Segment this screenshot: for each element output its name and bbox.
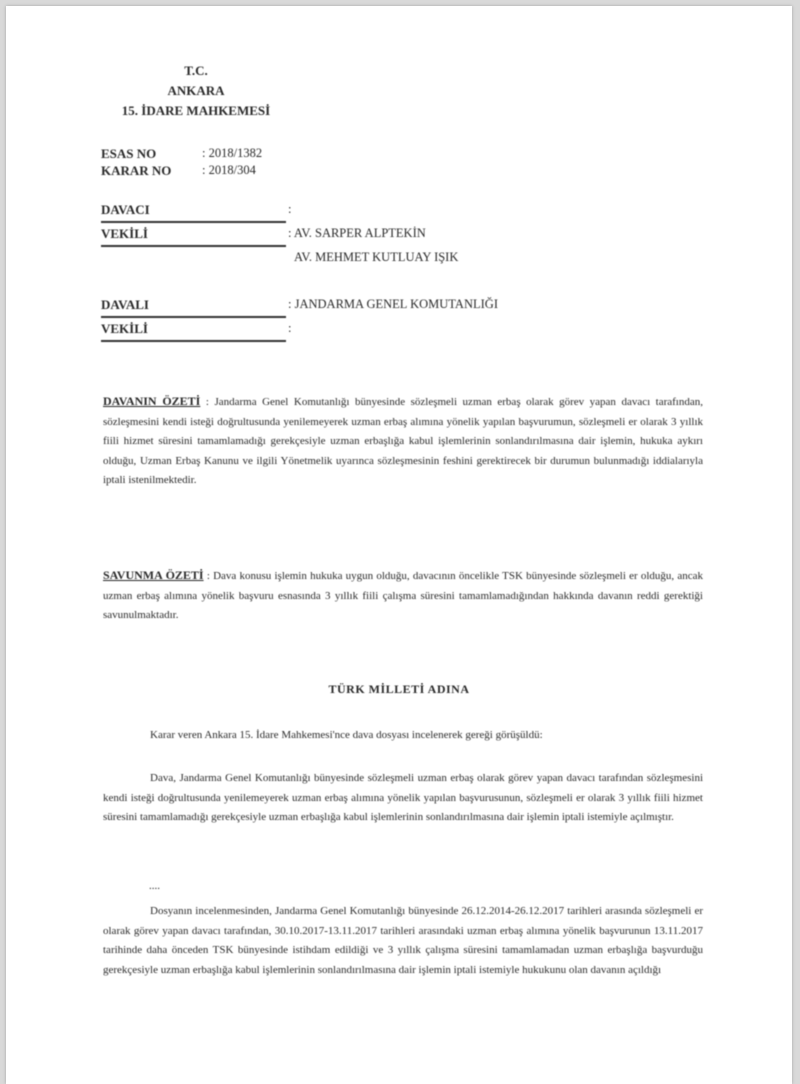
davaci-underline: [101, 221, 286, 223]
body-paragraph-3: Dosyanın incelenmesinden, Jandarma Genel Komutanlığı bünyesinde 26.12.2014-26.12.2017 tarihleri arasında sözleşmeli er olarak görev yapan davacı tarafından, 30.10.2017-13.11.2017 tarihleri arasındaki uzman erbaş alımına yönelik başvurunun 13.11.2017 tarihinde daha önceden TSK bünyesinde istihdam edildiği ve 3 yıllık çalışma süresini tamamlamadan uzman erbaşlığa başvurduğu gerekçesiyle uzman erbaşlığa kabul işlemlerinin sonlandırılmasına dair işlemin iptali istemiyle hukukunu olan davanın açıldığı: [103, 905, 703, 976]
esas-value: : 2018/1382: [202, 146, 263, 160]
defense-title: SAVUNMA ÖZETİ: [103, 568, 204, 582]
vekili-value-2: AV. MEHMET KUTLUAY IŞIK: [294, 250, 459, 264]
header-tc: T.C.: [184, 63, 208, 78]
davaci-value: :: [288, 202, 292, 216]
karar-value: : 2018/304: [202, 163, 256, 177]
header-court: 15. İDARE MAHKEMESİ: [121, 103, 271, 118]
davaci-label: DAVACI: [101, 202, 150, 217]
vekili-label-1: VEKİLİ: [101, 226, 148, 241]
defense-text: : Dava konusu işlemin hukuka uygun olduğu, davacının öncelikle TSK bünyesinde sözleşmeli er olduğu, ancak uzman erbaş alımına yönelik başvuru esnasında 3 yıllık fiili çalışma süresini tamamlamadığından hakkında davanın reddi gerektiği savunulmaktadır.: [103, 570, 704, 622]
vekili-value-3: :: [288, 321, 292, 335]
vekili-underline-1: [101, 245, 286, 247]
body-paragraph-1: Karar veren Ankara 15. İdare Mahkemesi'nce dava dosyası incelenerek gereği görüşüldü:: [150, 729, 543, 741]
summary-text: : Jandarma Genel Komutanlığı bünyesinde sözleşmeli uzman erbaş olarak görev yapan davacı tarafından, sözleşmesini kendi isteği doğrultusunda yenilemeyerek uzman erbaş alımına yönelik yapılan başvurumun, sözleşmeli er olarak 3 yıllık fiili hizmet süresini tamamlamadığı gerekçesiyle uzman erbaşlığa kabul işlemlerinin sonlandırılmasına dair işlemin, hukuka aykırı olduğu, Uzman Erbaş Kanunu ve ilgili Yönetmelik uyarınca sözleşmesinin feshini gerektirecek bir durumun bulunmadığı iddialarıyla iptali istenilmektedir.: [103, 396, 703, 487]
vekili-value-1: : AV. SARPER ALPTEKİN: [288, 226, 426, 240]
davali-value: : JANDARMA GENEL KOMUTANLIĞI: [288, 297, 498, 311]
body-paragraph-2: Dava, Jandarma Genel Komutanlığı bünyesinde sözleşmeli uzman erbaş olarak görev yapan davacı tarafından sözleşmesini kendi isteği doğrultusunda yenilemeyerek uzman erbaş alımına yönelik yapılan başvurusunun, sözleşmeli er olarak 3 yıllık fiili hizmet süresini tamamlamadığı gerekçesiyle uzman erbaşlığa kabul işlemlerinin sonlandırılmasına dair işlemin iptali istemiyle açılmıştır.: [103, 772, 703, 824]
defense-paragraph: [103, 566, 703, 626]
header-city: ANKARA: [167, 83, 225, 98]
vekili-underline-2: [101, 340, 286, 342]
davali-label: DAVALI: [101, 297, 149, 312]
davali-underline: [101, 316, 286, 318]
summary-paragraph: [103, 392, 703, 491]
body-ellipsis: ....: [149, 880, 160, 892]
document-page: [6, 6, 792, 1084]
karar-label: KARAR NO: [101, 163, 172, 178]
esas-label: ESAS NO: [101, 146, 157, 161]
nation-title: TÜRK MİLLETİ ADINA: [328, 682, 470, 696]
summary-title: DAVANIN ÖZETİ: [103, 394, 201, 408]
vekili-label-2: VEKİLİ: [101, 321, 148, 336]
